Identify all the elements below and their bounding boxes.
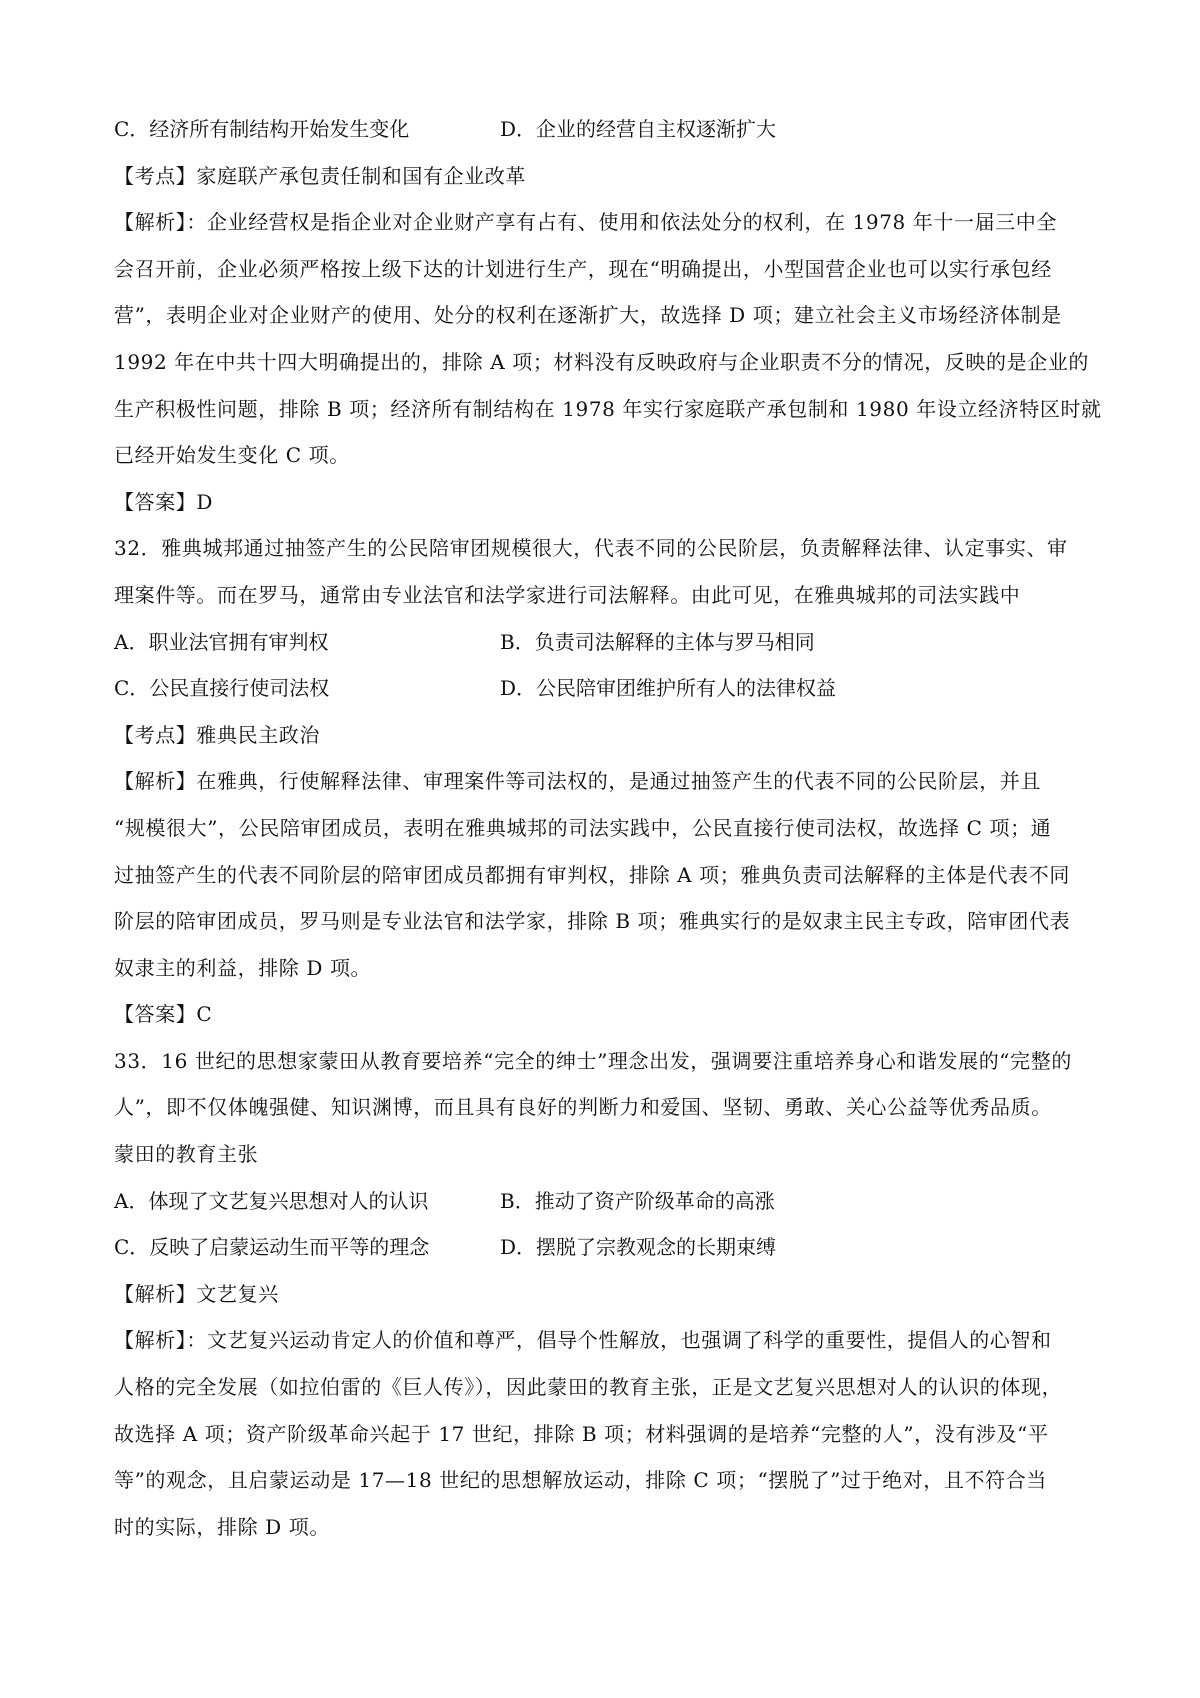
q32-kaodian: 【考点】雅典民主政治: [114, 722, 320, 747]
q33-option-c[interactable]: C．反映了启蒙运动生而平等的理念: [114, 1235, 430, 1260]
analysis-line: 【解析】在雅典，行使解释法律、审理案件等司法权的，是通过抽签产生的代表不同的公民阶层，并且: [114, 769, 1041, 794]
question-stem-line: 蒙田的教育主张: [114, 1142, 259, 1167]
q32-option-b[interactable]: B．负责司法解释的主体与罗马相同: [500, 629, 815, 654]
q31-answer: 【答案】D: [114, 489, 214, 514]
q32-answer: 【答案】C: [114, 1002, 213, 1027]
analysis-line: 故选择 A 项；资产阶级革命兴起于 17 世纪，排除 B 项；材料强调的是培养“完整的人”，没有涉及“平: [114, 1421, 1049, 1446]
q32-options-row-ab: [114, 619, 1099, 666]
q32-analysis: [114, 758, 1099, 991]
analysis-line: 奴隶主的利益，排除 D 项。: [114, 955, 372, 980]
analysis-line: 1992 年在中共十四大明确提出的，排除 A 项；材料没有反映政府与企业职责不分的情况，反映的是企业的: [114, 349, 1090, 374]
q31-analysis: [114, 199, 1102, 479]
q33-stem: [114, 1038, 1099, 1178]
analysis-line: 等”的观念，且启蒙运动是 17—18 世纪的思想解放运动，排除 C 项；“摆脱了”过于绝对，且不符合当: [114, 1468, 1047, 1493]
q32-option-c[interactable]: C．公民直接行使司法权: [114, 676, 330, 701]
question-stem-line: 33．16 世纪的思想家蒙田从教育要培养“完全的绅士”理念出发，强调要注重培养身心和谐发展的“完整的: [114, 1048, 1072, 1073]
analysis-line: 人格的完全发展（如拉伯雷的《巨人传》），因此蒙田的教育主张，正是文艺复兴思想对人的认识的体现，: [114, 1375, 1063, 1400]
analysis-line: 【解析】：企业经营权是指企业对企业财产享有占有、使用和依法处分的权利，在 1978 年十一届三中全: [114, 210, 1058, 235]
q33-option-b[interactable]: B．推动了资产阶级革命的高涨: [500, 1188, 775, 1213]
q31-option-d[interactable]: D．企业的经营自主权逐渐扩大: [500, 117, 777, 141]
question-stem-line: 理案件等。而在罗马，通常由专业法官和法学家进行司法解释。由此可见，在雅典城邦的司法实践中: [114, 582, 1021, 607]
q32-options-row-cd: [114, 665, 1099, 712]
document-page: [114, 106, 1102, 1550]
analysis-line: 已经开始发生变化 C 项。: [114, 443, 350, 468]
q31-option-c[interactable]: C．经济所有制结构开始发生变化: [114, 117, 410, 141]
analysis-line: 生产积极性问题，排除 B 项；经济所有制结构在 1978 年实行家庭联产承包制和 1980 年设立经济特区时就: [114, 396, 1102, 421]
q33-analysis: [114, 1317, 1099, 1550]
q32-stem: [114, 525, 1099, 618]
question-stem-line: 32．雅典城邦通过抽签产生的公民陪审团规模很大，代表不同的公民阶层，负责解释法律、认定事实、审: [114, 536, 1068, 561]
question-stem-line: 人”，即不仅体魄强健、知识渊博，而且具有良好的判断力和爱国、坚韧、勇敢、关心公益等优秀品质。: [114, 1095, 1052, 1120]
analysis-line: 过抽签产生的代表不同阶层的陪审团成员都拥有审判权，排除 A 项；雅典负责司法解释的主体是代表不同: [114, 862, 1070, 887]
q33-option-d[interactable]: D．摆脱了宗教观念的长期束缚: [500, 1235, 777, 1260]
q31-kaodian: 【考点】家庭联产承包责任制和国有企业改革: [114, 163, 526, 188]
analysis-line: 时的实际，排除 D 项。: [114, 1514, 330, 1539]
q32-option-d[interactable]: D．公民陪审团维护所有人的法律权益: [500, 676, 837, 701]
q32-option-a[interactable]: A．职业法官拥有审判权: [114, 629, 329, 654]
analysis-line: 会召开前，企业必须严格按上级下达的计划进行生产，现在“明确提出，小型国营企业也可以实行承包经: [114, 256, 1052, 281]
q33-option-a[interactable]: A．体现了文艺复兴思想对人的认识: [114, 1188, 429, 1213]
q33-options-row-ab: [114, 1178, 1099, 1225]
q33-kaodian: 【解析】文艺复兴: [114, 1281, 279, 1306]
analysis-line: “规模很大”，公民陪审团成员，表明在雅典城邦的司法实践中，公民直接行使司法权，故选择 C 项；通: [114, 815, 1052, 840]
analysis-line: 营”，表明企业对企业财产的使用、处分的权利在逐渐扩大，故选择 D 项；建立社会主义市场经济体制是: [114, 303, 1062, 328]
analysis-line: 【解析】：文艺复兴运动肯定人的价值和尊严，倡导个性解放，也强调了科学的重要性，提倡人的心智和: [114, 1328, 1052, 1353]
q31-options-row-cd: [114, 106, 1099, 153]
analysis-line: 阶层的陪审团成员，罗马则是专业法官和法学家，排除 B 项；雅典实行的是奴隶主民主专政，陪审团代表: [114, 909, 1071, 934]
q33-options-row-cd: [114, 1224, 1099, 1271]
